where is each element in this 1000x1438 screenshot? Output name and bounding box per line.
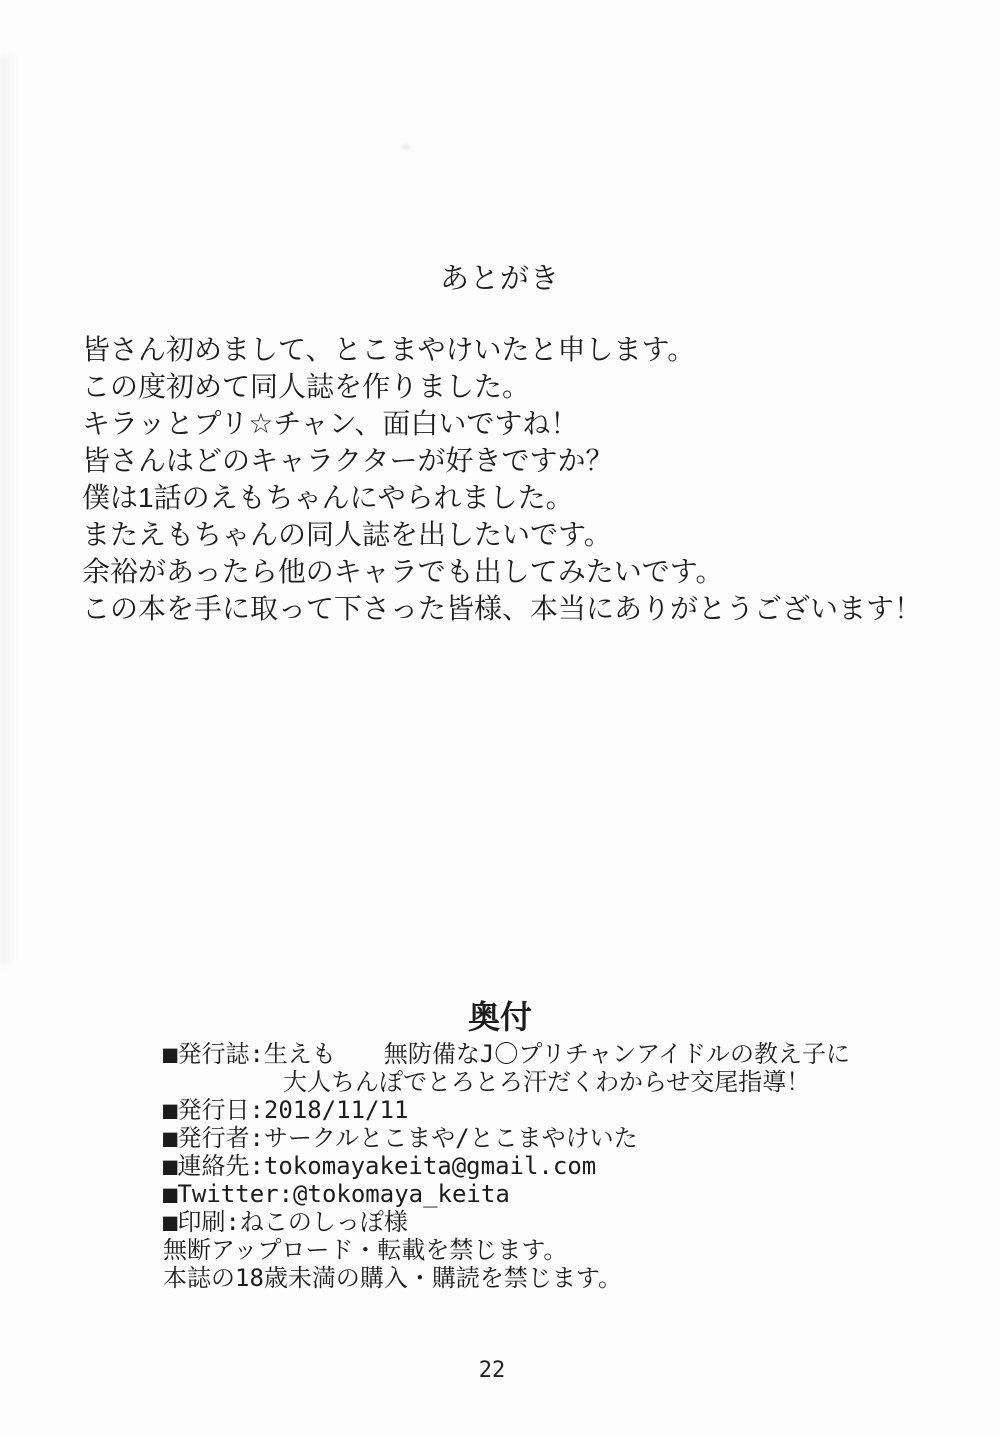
- colophon-line-publisher: ■発行者:サークルとこまや/とこまやけいた: [163, 1124, 638, 1152]
- afterword-line: またえもちゃんの同人誌を出したいです。: [82, 519, 612, 550]
- colophon-line-no-upload-notice: 無断アップロード・転載を禁じます。: [163, 1236, 568, 1264]
- afterword-line: 余裕があったら他のキャラでも出してみたいです。: [82, 556, 724, 587]
- page-number: 22: [478, 1358, 506, 1383]
- colophon-line-twitter: ■Twitter:@tokomaya_keita: [163, 1180, 510, 1208]
- colophon-line-printer: ■印刷:ねこのしっぽ様: [163, 1208, 408, 1236]
- afterword-line: この本を手に取って下さった皆様、本当にありがとうございます！: [82, 593, 923, 624]
- afterword-line: この度初めて同人誌を作りました。: [82, 371, 531, 402]
- afterword-line: キラッとプリ☆チャン、面白いですね！: [82, 408, 579, 439]
- afterword-title: あとがき: [439, 263, 560, 295]
- afterword-line: 皆さん初めまして、とこまやけいたと申します。: [82, 334, 696, 365]
- scan-artifact-dot: [402, 144, 410, 150]
- colophon-line-age-restriction-notice: 本誌の18歳未満の購入・購読を禁じます。: [163, 1264, 622, 1292]
- colophon-block: [163, 1040, 850, 1292]
- colophon-title: 奥付: [467, 999, 532, 1035]
- colophon-line-publish-date: ■発行日:2018/11/11: [163, 1096, 409, 1124]
- colophon-line-publication-cont: 大人ちんぽでとろとろ汗だくわからせ交尾指導！: [283, 1068, 811, 1096]
- afterword-line: 僕は1話のえもちゃんにやられました。: [82, 482, 574, 513]
- colophon-line-contact-email: ■連絡先:tokomayakeita@gmail.com: [163, 1152, 597, 1180]
- colophon-line-publication: ■発行誌:生えも 無防備なJ〇プリチャンアイドルの教え子に: [163, 1040, 851, 1068]
- afterword-line: 皆さんはどのキャラクターが好きですか？: [82, 445, 614, 476]
- afterword-body: [82, 331, 922, 627]
- scan-artifact-left-edge: [0, 55, 16, 965]
